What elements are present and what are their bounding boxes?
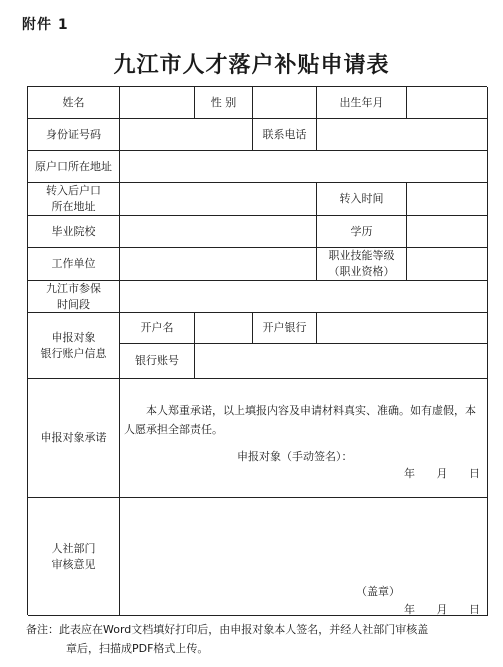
promise-statement: 本人郑重承诺，以上填报内容及申请材料真实、准确。如有虚假，本人愿承担全部责任。 xyxy=(124,404,476,436)
birth-field[interactable] xyxy=(407,87,488,119)
application-form xyxy=(27,86,487,615)
skill-level-label: 职业技能等级 （职业资格） xyxy=(317,248,407,281)
account-number-label: 银行账号 xyxy=(120,344,195,379)
degree-field[interactable] xyxy=(407,216,488,248)
degree-label: 学历 xyxy=(317,216,407,248)
account-name-label: 开户名 xyxy=(120,313,195,344)
employer-label: 工作单位 xyxy=(28,248,120,281)
gender-label: 性 别 xyxy=(195,87,253,119)
name-field[interactable] xyxy=(120,87,195,119)
promise-label: 申报对象承诺 xyxy=(28,379,120,498)
original-hukou-field[interactable] xyxy=(120,151,488,183)
note-line-2: 章后，扫描成PDF格式上传。 xyxy=(66,642,209,655)
review-box[interactable] xyxy=(120,498,488,616)
insurance-period-field[interactable] xyxy=(120,281,488,313)
new-hukou-field[interactable] xyxy=(120,183,317,216)
note-line-1: 备注：此表应在Word文档填好打印后，由申报对象本人签名，并经人社部门审核盖 xyxy=(26,623,429,636)
transfer-time-field[interactable] xyxy=(407,183,488,216)
bank-info-label: 申报对象 银行账户信息 xyxy=(28,313,120,379)
promise-date: 年 月 日 xyxy=(404,467,480,480)
bank-field[interactable] xyxy=(317,313,488,344)
name-label: 姓名 xyxy=(28,87,120,119)
stamp-label: （盖章） xyxy=(356,585,400,598)
review-label: 人社部门 审核意见 xyxy=(28,498,120,616)
form-title: 九江市人才落户补贴申请表 xyxy=(113,52,390,78)
school-label: 毕业院校 xyxy=(28,216,120,248)
original-hukou-label: 原户口所在地址 xyxy=(28,151,120,183)
school-field[interactable] xyxy=(120,216,317,248)
transfer-time-label: 转入时间 xyxy=(317,183,407,216)
account-name-field[interactable] xyxy=(195,313,253,344)
phone-label: 联系电话 xyxy=(253,119,317,151)
skill-level-field[interactable] xyxy=(407,248,488,281)
review-date: 年 月 日 xyxy=(404,603,480,616)
employer-field[interactable] xyxy=(120,248,317,281)
signature-line: 申报对象（手动签名）： xyxy=(237,450,353,463)
account-number-field[interactable] xyxy=(195,344,488,379)
id-number-label: 身份证号码 xyxy=(28,119,120,151)
bank-label: 开户银行 xyxy=(253,313,317,344)
annex-label: 附件 1 xyxy=(22,17,69,33)
birth-label: 出生年月 xyxy=(317,87,407,119)
insurance-period-label: 九江市参保 时间段 xyxy=(28,281,120,313)
phone-field[interactable] xyxy=(317,119,488,151)
id-number-field[interactable] xyxy=(120,119,253,151)
new-hukou-label: 转入后户口 所在地址 xyxy=(28,183,120,216)
gender-field[interactable] xyxy=(253,87,317,119)
